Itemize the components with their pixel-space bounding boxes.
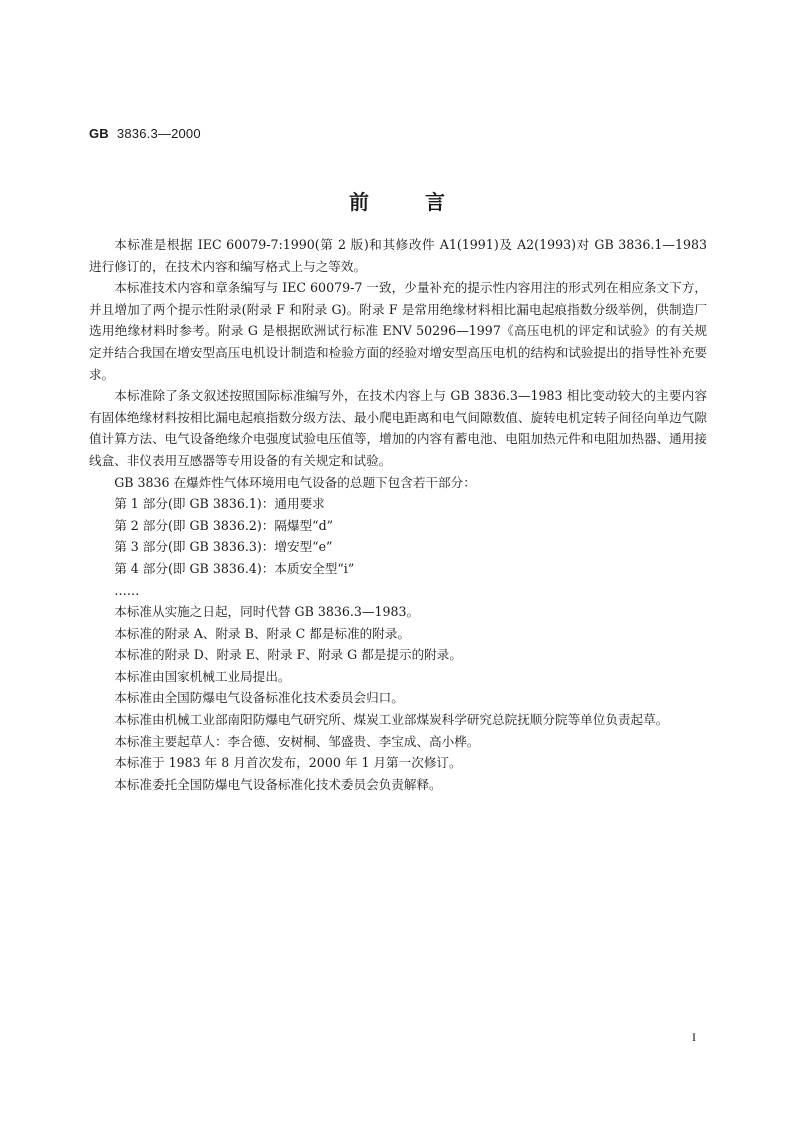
part-list-item: 第 1 部分(即 GB 3836.1)：通用要求 (114, 496, 325, 512)
standard-prefix: GB (89, 126, 109, 141)
standard-code (89, 126, 201, 141)
paragraph: 本标准由国家机械工业局提出。 (114, 668, 291, 684)
part-list-item: 第 3 部分(即 GB 3836.3)：增安型“e” (114, 539, 333, 555)
paragraph: 本标准是根据 IEC 60079-7:1990(第 2 版)和其修改件 A1(1991)及 A2(1993)对 GB 3836.1—1983 进行修订的，在技术内容和编写格式上与之等效。 (89, 237, 707, 274)
paragraph: 本标准委托全国防爆电气设备标准化技术委员会负责解释。 (114, 776, 442, 792)
page-title: 前言 (349, 190, 501, 214)
paragraph: 本标准的附录 D、附录 E、附录 F、附录 G 都是提示的附录。 (114, 647, 462, 663)
paragraph: 本标准主要起草人：李合德、安树桐、邹盛贵、李宝成、高小桦。 (114, 733, 480, 749)
paragraph: 本标准由全国防爆电气设备标准化技术委员会归口。 (114, 690, 404, 706)
paragraph: 本标准的附录 A、附录 B、附录 C 都是标准的附录。 (114, 625, 411, 641)
foreword-body (89, 234, 707, 795)
standard-number: 3836.3—2000 (116, 126, 201, 141)
paragraph: GB 3836 在爆炸性气体环境用电气设备的总题下包含若干部分： (114, 474, 476, 490)
paragraph: 本标准于 1983 年 8 月首次发布，2000 年 1 月第一次修订。 (114, 755, 462, 771)
part-list-item: 第 2 部分(即 GB 3836.2)：隔爆型“d” (114, 517, 334, 533)
ellipsis: …… (114, 582, 140, 598)
part-list-item: 第 4 部分(即 GB 3836.4)：本质安全型“i” (114, 560, 355, 576)
page-number: I (692, 1030, 696, 1044)
paragraph: 本标准除了条文叙述按照国际标准编写外，在技术内容上与 GB 3836.3—1983 相比变动较大的主要内容有固体绝缘材料按相比漏电起痕指数分级方法、最小爬电距离和电气间隙数值、旋转电机定转子间径向单边气隙值计算方法、电气设备绝缘介电强度试验电压值等，增加的内容有蓄电池、电阻加热元件和电阻加热器、通用接线盒、非仪表用互感器等专用设备的有关规定和试验。 (89, 388, 707, 468)
paragraph: 本标准从实施之日起，同时代替 GB 3836.3—1983。 (114, 604, 420, 620)
paragraph: 本标准由机械工业部南阳防爆电气研究所、煤炭工业部煤炭科学研究总院抚顺分院等单位负责起草。 (114, 712, 669, 728)
paragraph: 本标准技术内容和章条编写与 IEC 60079-7 一致，少量补充的提示性内容用注的形式列在相应条文下方，并且增加了两个提示性附录(附录 F 和附录 G)。附录 F 是常用绝缘材料相比漏电起痕指数分级举例，供制造厂选用绝缘材料时参考。附录 G 是根据欧洲试行标准 ENV 50296—1997《高压电机的评定和试验》的有关规定并结合我国在增安型高压电机设计制造和检验方面的经验对增安型高压电机的结构和试验提出的指导性补充要求。 (89, 280, 707, 382)
